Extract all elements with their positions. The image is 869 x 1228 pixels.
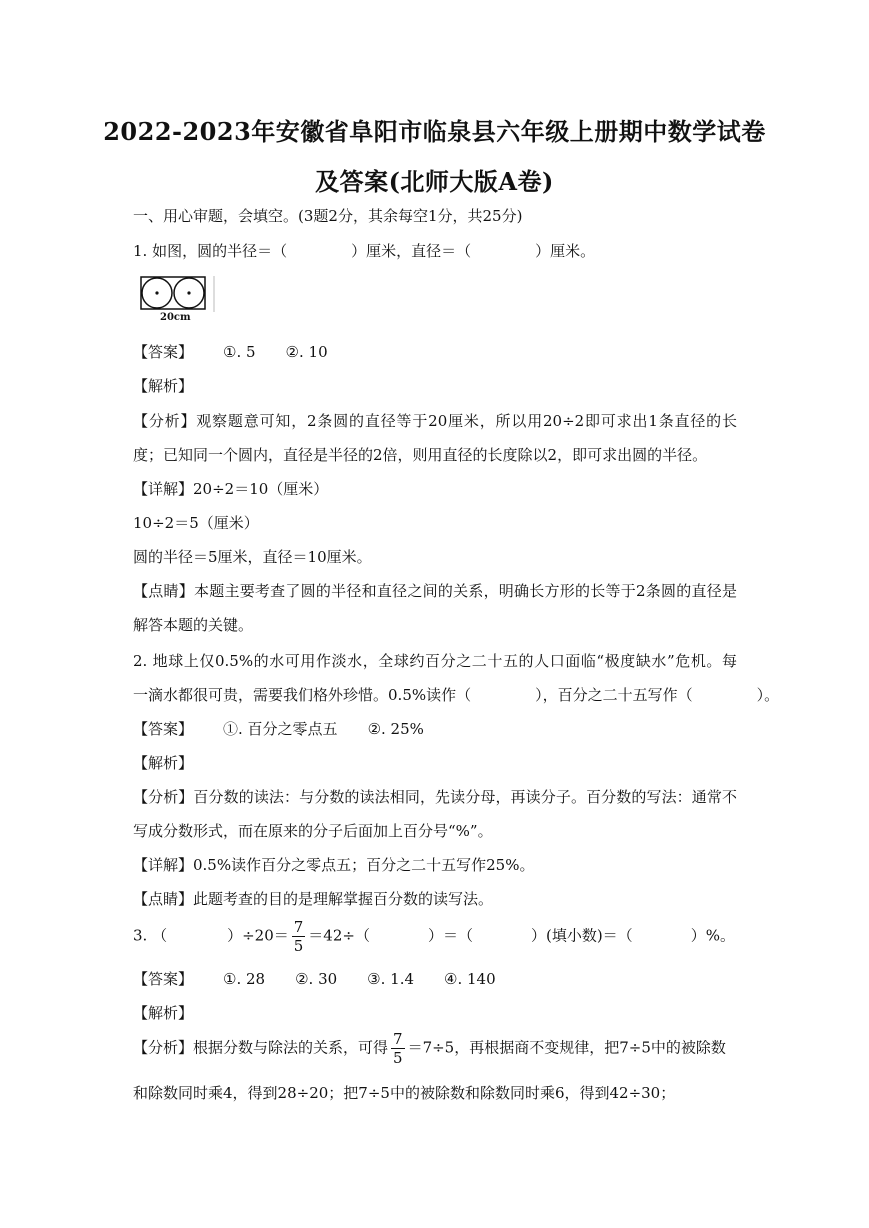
q1-stem-c: ）厘米。 — [535, 242, 596, 260]
q1-answer-2: ②. 10 — [285, 343, 328, 361]
q3-answer-2: ②. 30 — [295, 970, 338, 988]
q2-stem-2a: 一滴水都很可贵，需要我们格外珍惜。0.5%读作（ — [133, 686, 472, 704]
q3-fraction-numerator: 7 — [293, 918, 304, 936]
q2-analysis-label: 【解析】 — [133, 754, 194, 772]
q1-analysis-line2: 度；已知同一个圆内，直径是半径的2倍，则用直径的长度除以2，即可求出圆的半径。 — [133, 446, 708, 464]
q2-answer-1: ①. 百分之零点五 — [223, 720, 338, 738]
q1-detail-line1: 【详解】20÷2＝10（厘米） — [133, 480, 329, 498]
q3-answer-label: 【答案】 — [133, 970, 194, 988]
q3-prefix: 3. （ — [133, 926, 168, 945]
q2-analysis-line2: 写成分数形式，而在原来的分子后面加上百分号“%”。 — [133, 822, 493, 840]
q3-analysis-line2: 和除数同时乘4，得到28÷20；把7÷5中的被除数和除数同时乘6，得到42÷30； — [133, 1084, 676, 1102]
q3-answer-4: ④. 140 — [444, 970, 496, 988]
q3-analysis-fraction-numerator: 7 — [393, 1030, 403, 1048]
q3-analysis-line1 — [133, 1030, 737, 1067]
q1-analysis-line1: 【分析】观察题意可知，2条圆的直径等于20厘米，所以用20÷2即可求出1条直径的长 — [133, 412, 737, 430]
q3-end: ）%。 — [690, 926, 735, 945]
q2-stem-line1: 2. 地球上仅0.5%的水可用作淡水，全球约百分之二十五的人口面临“极度缺水”危机。每 — [133, 652, 737, 670]
q1-answer-label: 【答案】 — [133, 343, 194, 361]
q2-answer — [133, 718, 424, 739]
q1-detail-line2: 10÷2＝5（厘米） — [133, 514, 259, 532]
q1-comment-line2: 解答本题的关键。 — [133, 616, 254, 634]
q2-stem-2c: ）。 — [756, 686, 780, 704]
q1-stem-a: 1. 如图，圆的半径＝（ — [133, 242, 288, 260]
page-title-line2: 及答案(北师大版A卷) — [315, 167, 554, 196]
q1-answer-1: ①. 5 — [223, 343, 256, 361]
q3-analysis-fraction — [391, 1030, 405, 1067]
q2-stem-line2 — [133, 684, 780, 705]
q3-eq: ）＝（ — [427, 926, 473, 945]
figure-dimension-label: 20cm — [160, 312, 191, 323]
q1-analysis-label: 【解析】 — [133, 377, 194, 395]
q2-stem-2b: ），百分之二十五写作（ — [535, 686, 693, 704]
q1-answer — [133, 341, 328, 362]
q2-analysis-line1: 【分析】百分数的读法：与分数的读法相同，先读分母，再读分子。百分数的写法：通常不 — [133, 788, 737, 806]
section-heading: 一、用心审题，会填空。(3题2分，其余每空1分，共25分) — [133, 207, 523, 225]
q3-mid: ＝42÷（ — [308, 926, 370, 945]
q3-analysis-1a: 【分析】根据分数与除法的关系，可得 — [133, 1038, 389, 1057]
q3-analysis-1b: ＝7÷5，再根据商不变规律，把7÷5中的被除数 — [407, 1038, 726, 1057]
q1-detail-line3: 圆的半径＝5厘米，直径＝10厘米。 — [133, 548, 372, 566]
q3-analysis-label: 【解析】 — [133, 1004, 194, 1022]
q1-comment-line1: 【点睛】本题主要考查了圆的半径和直径之间的关系，明确长方形的长等于2条圆的直径是 — [133, 582, 737, 600]
q3-div20: ）÷20＝ — [227, 926, 289, 945]
q1-stem — [133, 240, 595, 261]
q3-fraction — [292, 918, 306, 955]
page-title-line1: 2022-2023年安徽省阜阳市临泉县六年级上册期中数学试卷 — [103, 117, 766, 146]
q2-answer-label: 【答案】 — [133, 720, 194, 738]
q2-detail-line1: 【详解】0.5%读作百分之零点五；百分之二十五写作25%。 — [133, 856, 535, 874]
q2-answer-2: ②. 25% — [367, 720, 424, 738]
q2-comment-line1: 【点睛】此题考查的目的是理解掌握百分数的读写法。 — [133, 890, 494, 908]
q3-fill: ）(填小数)＝（ — [530, 926, 633, 945]
q3-fraction-denominator: 5 — [293, 937, 304, 955]
q3-answer — [133, 968, 496, 989]
q3-answer-3: ③. 1.4 — [367, 970, 415, 988]
q3-analysis-fraction-denominator: 5 — [393, 1049, 403, 1067]
q1-stem-b: ）厘米，直径＝（ — [351, 242, 472, 260]
q3-stem — [133, 918, 737, 955]
circles-figure — [140, 276, 220, 330]
q3-answer-1: ①. 28 — [223, 970, 266, 988]
